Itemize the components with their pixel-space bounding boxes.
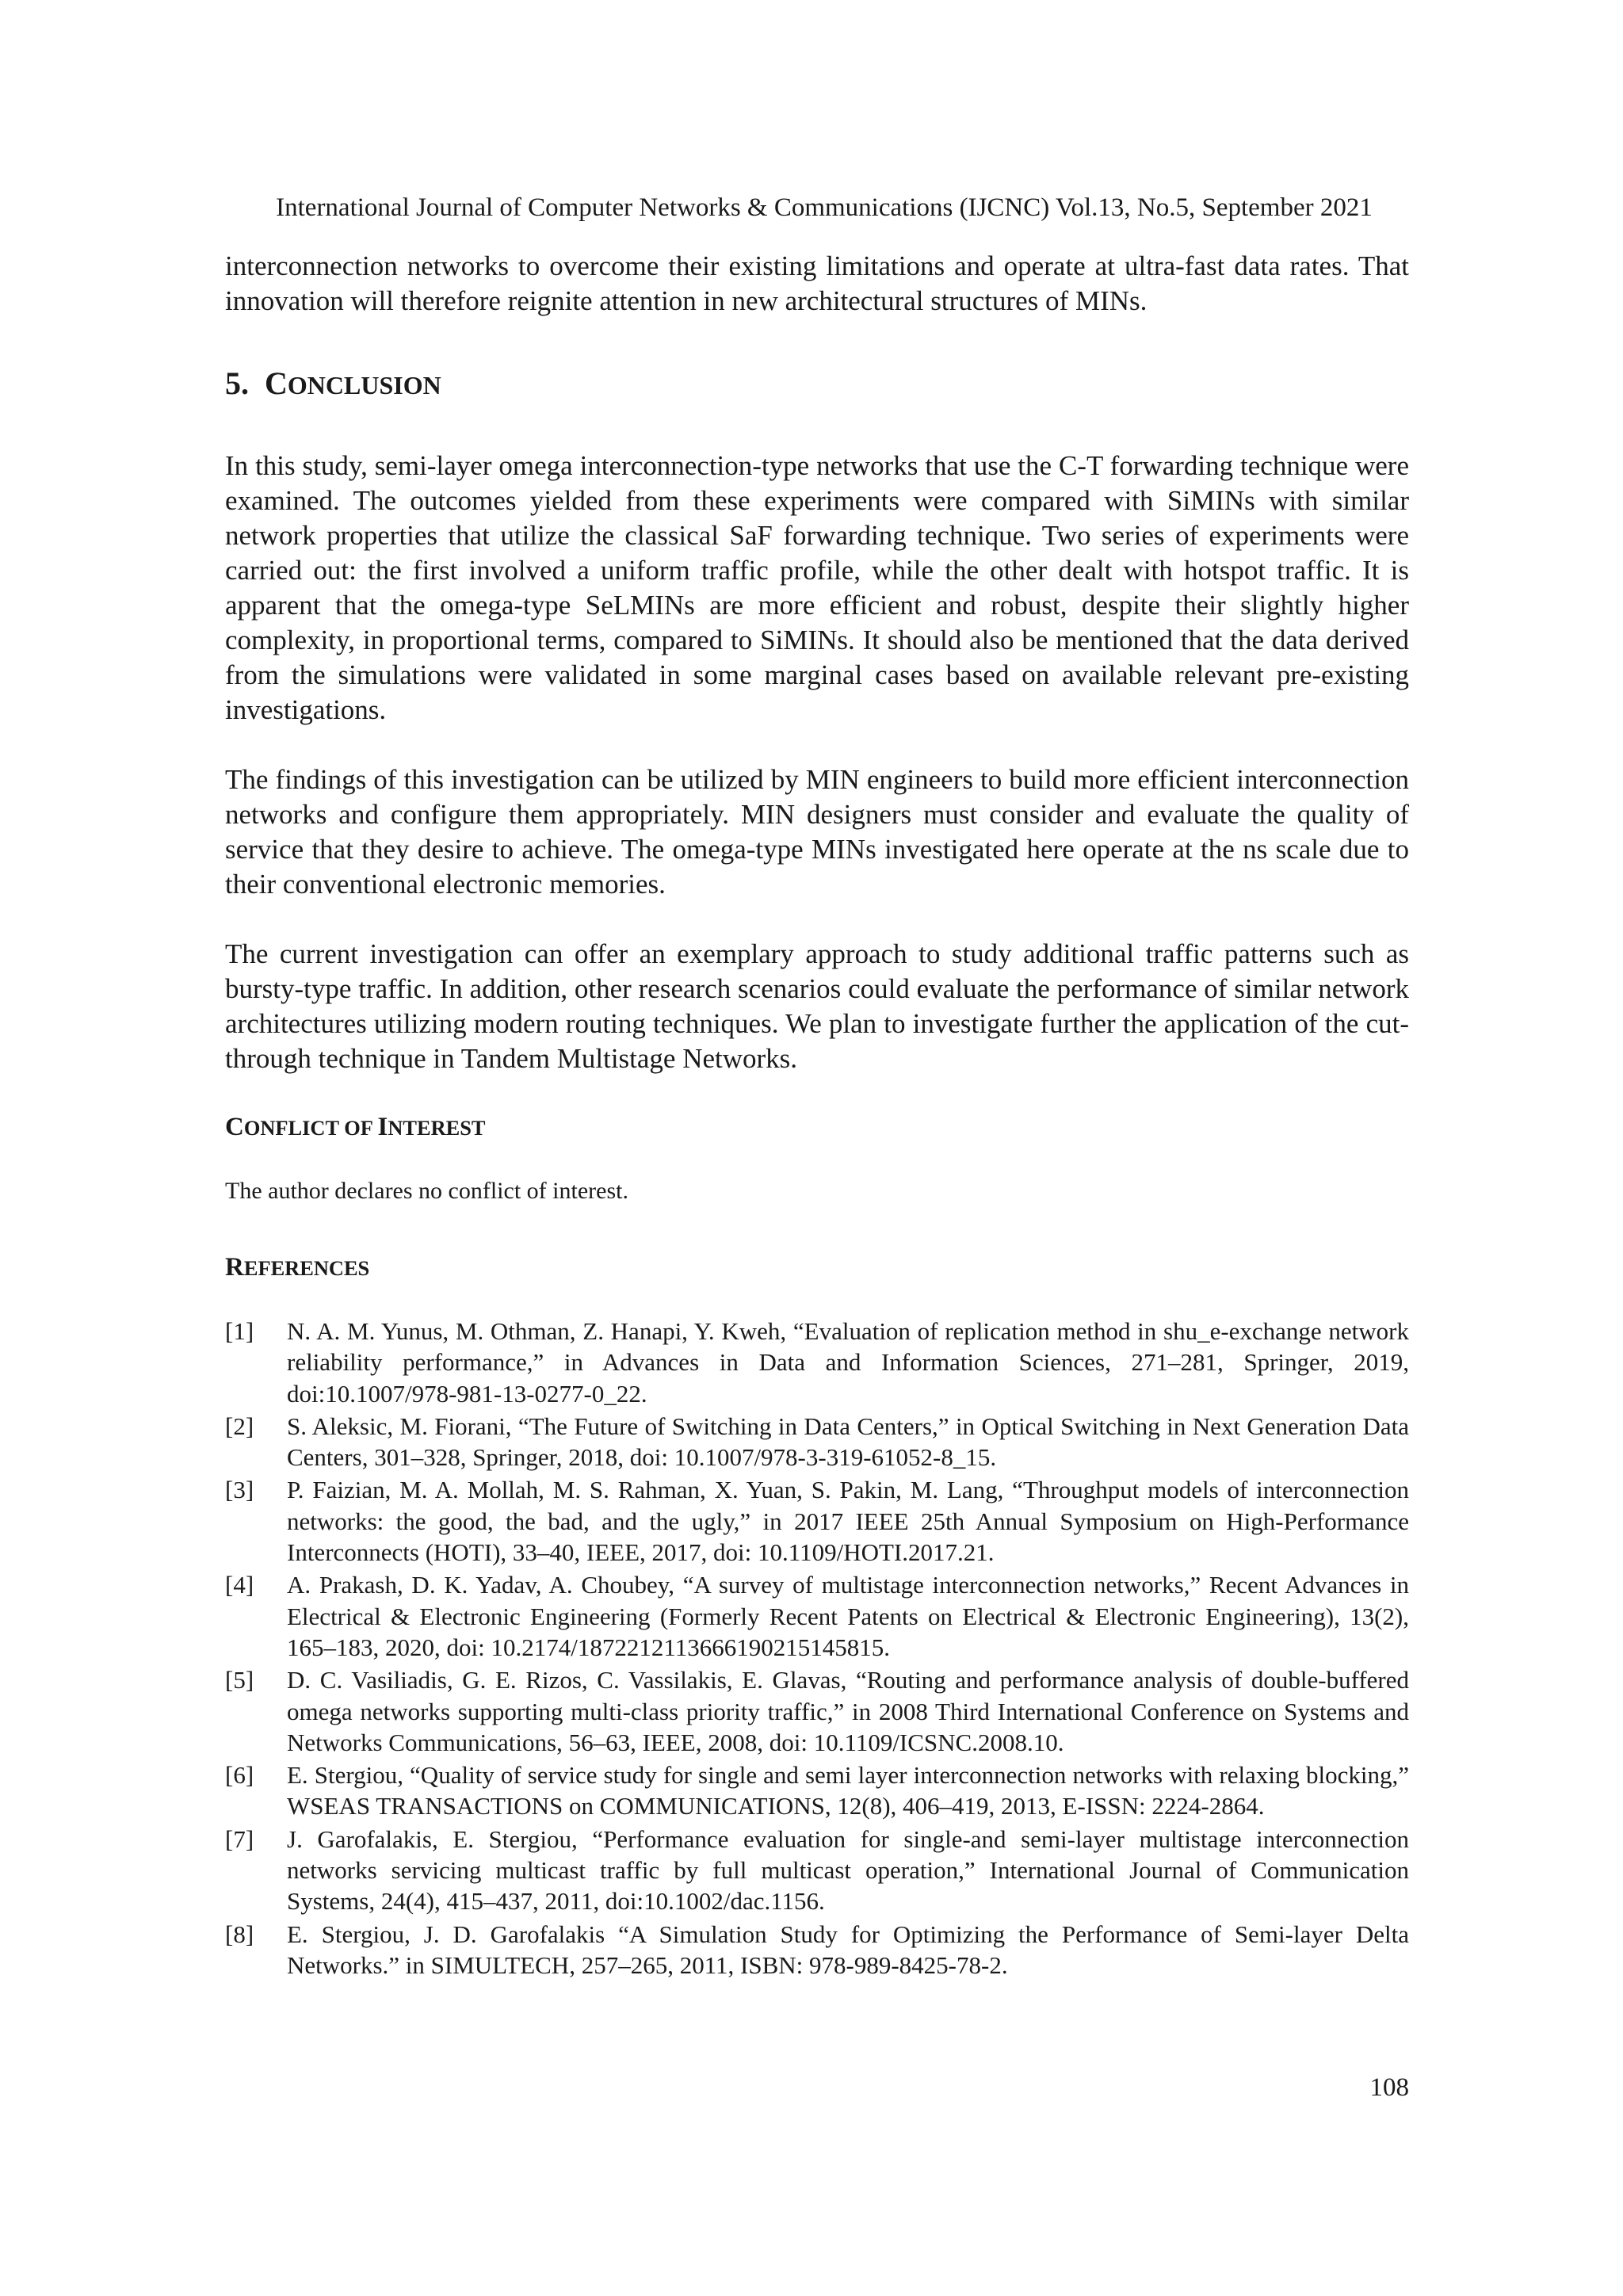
conclusion-paragraph-1: In this study, semi-layer omega interconnection-type networks that use the C-T forwarding technique were examined. The outcomes yielded from these experiments were compared with SiMINs with similar network properties that utilize the classical SaF forwarding technique. Two series of experiments were carried out: the first involved a uniform traffic profile, while the other dealt with hotspot traffic. It is apparent that the omega-type SeLMINs are more efficient and robust, despite their slightly higher complexity, in proportional terms, compared to SiMINs. It should also be mentioned that the data derived from the simulations were validated in some marginal cases based on available relevant pre-existing investigations. [225, 450, 1409, 725]
reference-item [225, 1664, 1409, 1758]
conclusion-paragraph-3: The current investigation can offer an exemplary approach to study additional traffic patterns such as bursty-type traffic. In addition, other research scenarios could evaluate the performance of similar network architectures utilizing modern routing techniques. We plan to investigate further the application of the cut-through technique in Tandem Multistage Networks. [225, 938, 1409, 1074]
section-title-rest: ONCLUSION [287, 371, 441, 399]
reference-number: [3] [225, 1476, 254, 1504]
intro-paragraph: interconnection networks to overcome their existing limitations and operate at ultra-fast data rates. That innovation will therefore reignite attention in new architectural structures of MINs. [225, 250, 1409, 316]
references-heading-rest: EFERENCES [243, 1256, 370, 1280]
reference-text: A. Prakash, D. K. Yadav, A. Choubey, “A survey of multistage interconnection networks,” Recent Advances in Electrical & Electronic Engineering (Formerly Recent Patents on Electrical & Electronic Engineering), 13(2), 165–183, 2020, doi: 10.2174/1872212113666190215145815. [287, 1571, 1409, 1661]
conclusion-paragraph-2: The findings of this investigation can be utilized by MIN engineers to build more efficient interconnection networks and configure them appropriately. MIN designers must consider and evaluate the quality of service that they desire to achieve. The omega-type MINs investigated here operate at the ns scale due to their conventional electronic memories. [225, 764, 1409, 900]
reference-text: S. Aleksic, M. Fiorani, “The Future of Switching in Data Centers,” in Optical Switching in Next Generation Data Centers, 301–328, Springer, 2018, doi: 10.1007/978-3-319-61052-8_15. [287, 1412, 1409, 1472]
conflict-heading-initial-1: C [225, 1113, 244, 1141]
reference-number: [4] [225, 1571, 254, 1599]
conflict-heading-part-1: ONFLICT OF [243, 1116, 378, 1140]
conflict-heading-part-2: NTEREST [388, 1116, 486, 1140]
reference-number: [8] [225, 1920, 254, 1948]
page-number: 108 [1369, 2073, 1409, 2102]
reference-list [225, 1316, 1409, 1981]
conclusion-heading [225, 366, 1409, 403]
reference-number: [6] [225, 1761, 254, 1790]
conflict-statement: The author declares no conflict of interest. [225, 1178, 628, 1204]
reference-text: N. A. M. Yunus, M. Othman, Z. Hanapi, Y. Kweh, “Evaluation of replication method in shu_e-exchange network reliability performance,” in Advances in Data and Information Sciences, 271–281, Springer, 2019, doi:10.1007/978-981-13-0277-0_22. [287, 1317, 1409, 1408]
reference-item [225, 1411, 1409, 1473]
conflict-heading [225, 1111, 1409, 1144]
main-content [225, 249, 1409, 1982]
references-heading-initial: R [225, 1253, 244, 1282]
journal-header: International Journal of Computer Networks & Communications (IJCNC) Vol.13, No.5, September 2021 [276, 193, 1373, 222]
conflict-heading-initial-2: I [377, 1113, 388, 1141]
section-number: 5. [225, 365, 249, 401]
reference-item [225, 1316, 1409, 1409]
reference-item [225, 1919, 1409, 1981]
reference-text: E. Stergiou, J. D. Garofalakis “A Simulation Study for Optimizing the Performance of Semi-layer Delta Networks.” in SIMULTECH, 257–265, 2011, ISBN: 978-989-8425-78-2. [287, 1920, 1409, 1979]
reference-text: P. Faizian, M. A. Mollah, M. S. Rahman, X. Yuan, S. Pakin, M. Lang, “Throughput models of interconnection networks: the good, the bad, and the ugly,” in 2017 IEEE 25th Annual Symposium on High-Performance Interconnects (HOTI), 33–40, IEEE, 2017, doi: 10.1109/HOTI.2017.21. [287, 1476, 1409, 1567]
reference-item [225, 1569, 1409, 1663]
reference-item [225, 1474, 1409, 1568]
reference-item [225, 1759, 1409, 1822]
reference-number: [7] [225, 1824, 254, 1853]
reference-number: [5] [225, 1666, 254, 1694]
reference-text: J. Garofalakis, E. Stergiou, “Performance evaluation for single-and semi-layer multistage interconnection networks servicing multicast traffic by full multicast operation,” International Journal of Communication Systems, 24(4), 415–437, 2011, doi:10.1002/dac.1156. [287, 1824, 1409, 1916]
reference-text: D. C. Vasiliadis, G. E. Rizos, C. Vassilakis, E. Glavas, “Routing and performance analysis of double-buffered omega networks supporting multi-class priority traffic,” in 2008 Third International Conference on Systems and Networks Communications, 56–63, IEEE, 2008, doi: 10.1109/ICSNC.2008.10. [287, 1666, 1409, 1756]
references-heading [225, 1251, 1409, 1284]
reference-text: E. Stergiou, “Quality of service study for single and semi layer interconnection networks with relaxing blocking,” WSEAS TRANSACTIONS on COMMUNICATIONS, 12(8), 406–419, 2013, E-ISSN: 2224-2864. [287, 1761, 1409, 1820]
reference-item [225, 1824, 1409, 1917]
reference-number: [1] [225, 1317, 254, 1345]
section-title-initial: C [265, 365, 288, 401]
reference-number: [2] [225, 1412, 254, 1440]
